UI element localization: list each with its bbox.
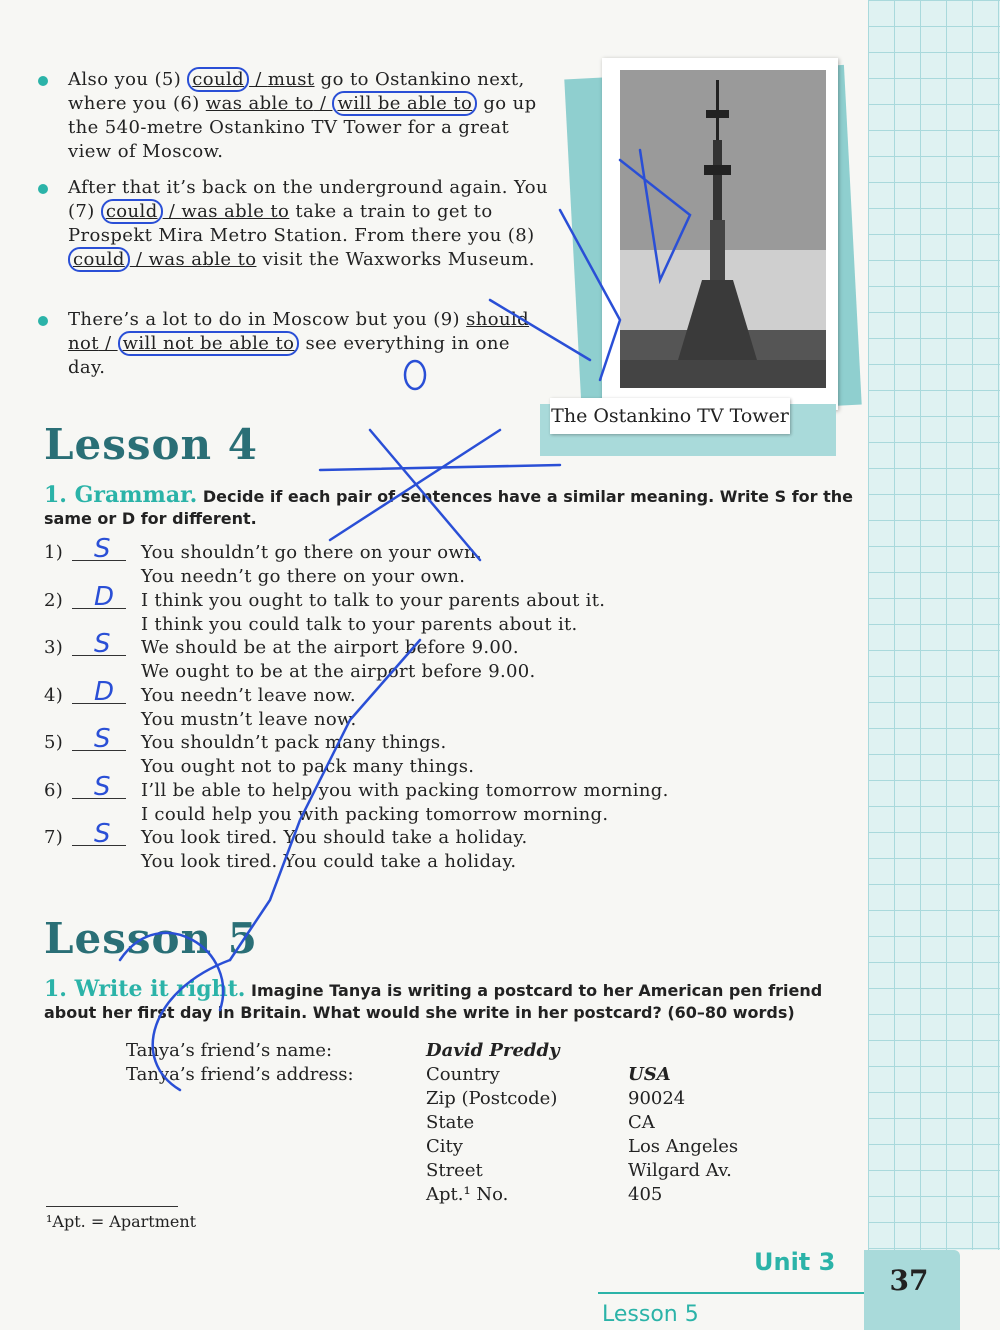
- exercise-number: 1): [44, 542, 64, 563]
- answer-handwritten: S: [94, 629, 111, 659]
- bullet-dot-icon: [38, 184, 48, 194]
- footnote: ¹Apt. = Apartment: [46, 1212, 197, 1231]
- address-field-value: 90024: [628, 1088, 686, 1109]
- exercise-number: 3): [44, 637, 64, 658]
- answer-handwritten: S: [94, 534, 111, 564]
- bullet-text: [68, 308, 550, 380]
- bullet-fragment: will be able to: [332, 91, 477, 116]
- answer-handwritten: D: [94, 676, 115, 707]
- sentence-first: I’ll be able to help you with packing tomorrow morning.: [141, 779, 669, 801]
- tower-illustration: [620, 70, 826, 388]
- unit-label: Unit 3: [754, 1248, 836, 1276]
- exercise-number: 7): [44, 827, 64, 848]
- bullet-fragment: must: [267, 69, 315, 90]
- footnote-divider: [46, 1206, 178, 1207]
- address-field-value: Los Angeles: [628, 1136, 739, 1157]
- address-field-label: City: [426, 1136, 463, 1157]
- bullet-fragment: /: [313, 93, 333, 114]
- sentence-first: I think you ought to talk to your parents about it.: [141, 589, 606, 611]
- bullet-fragment: could: [187, 67, 249, 92]
- bullet-fragment: /: [249, 69, 268, 90]
- address-field-label: Apt.¹ No.: [426, 1184, 509, 1205]
- lesson-label: Lesson 5: [602, 1302, 699, 1327]
- grid-margin-strip: [868, 0, 1000, 1250]
- bullet-fragment: go to Ostankino next, where you (6): [68, 69, 525, 114]
- bullet-fragment: could: [68, 247, 130, 272]
- sentence-second: You ought not to pack many things.: [141, 756, 475, 777]
- lesson5-heading: Lesson 5: [44, 914, 258, 963]
- lesson4-heading: Lesson 4: [44, 420, 258, 469]
- lesson5-task-text: Imagine Tanya is writing a postcard to her American pen friend about her first day in Britain. What would she write in her postcard? (60–80 words): [44, 981, 823, 1022]
- address-field-value: Wilgard Av.: [628, 1160, 732, 1181]
- bullet-fragment: will not be able to: [118, 331, 300, 356]
- answer-handwritten: D: [94, 581, 115, 612]
- address-field-value: USA: [628, 1064, 671, 1085]
- exercise-number: 4): [44, 684, 64, 706]
- bullet-dot-icon: [38, 316, 48, 326]
- page-number: 37: [889, 1264, 929, 1297]
- bullet-fragment: could: [101, 199, 163, 224]
- name-label: Tanya’s friend’s name:: [126, 1040, 333, 1061]
- tower-photo: [620, 70, 826, 388]
- address-field-label: Zip (Postcode): [426, 1088, 558, 1109]
- answer-handwritten: S: [94, 724, 111, 754]
- bullet-fragment: was able to: [181, 201, 290, 222]
- address-field-value: CA: [628, 1112, 655, 1133]
- footer-divider: [598, 1292, 864, 1294]
- sentence-second: You needn’t go there on your own.: [141, 566, 466, 587]
- bullet-item: [40, 176, 550, 272]
- sentence-first: You shouldn’t go there on your own.: [141, 542, 482, 563]
- bullet-fragment: /: [162, 201, 182, 222]
- address-field-value: 405: [628, 1184, 663, 1205]
- exercise-number: 2): [44, 589, 64, 611]
- bullet-text: [68, 176, 550, 272]
- bullet-fragment: /: [98, 333, 118, 354]
- sentence-second: I think you could talk to your parents about it.: [141, 613, 578, 635]
- sentence-second: We ought to be at the airport before 9.00.: [141, 661, 536, 682]
- bullet-fragment: should not: [68, 309, 530, 354]
- address-field-label: State: [426, 1112, 475, 1133]
- photo-frame: [602, 58, 838, 410]
- address-field-label: Country: [426, 1064, 500, 1085]
- sentence-second: You mustn’t leave now.: [141, 708, 357, 730]
- bullet-item: [40, 308, 550, 380]
- bullet-fragment: There’s a lot to do in Moscow but you (9): [68, 309, 467, 330]
- bullet-dot-icon: [38, 76, 48, 86]
- sentence-second: You look tired. You could take a holiday.: [141, 851, 517, 872]
- lesson4-task-title: 1. Grammar.: [44, 482, 198, 508]
- bullet-fragment: go up the 540-metre Ostankino TV Tower for a great view of Moscow.: [68, 93, 537, 162]
- sentence-second: I could help you with packing tomorrow morning.: [141, 803, 609, 825]
- sentence-first: We should be at the airport before 9.00.: [141, 637, 519, 658]
- bullet-fragment: /: [129, 249, 149, 270]
- exercise-number: 6): [44, 779, 64, 801]
- photo-caption: The Ostankino TV Tower: [550, 398, 790, 434]
- bullet-fragment: take a train to get to Prospekt Mira Metro Station. From there you (8): [68, 201, 535, 246]
- address-label: Tanya’s friend’s address:: [126, 1064, 354, 1085]
- bullet-fragment: see everything in one day.: [68, 333, 510, 378]
- address-field-label: Street: [426, 1160, 483, 1181]
- bullet-fragment: was able to: [205, 93, 314, 114]
- lesson5-task-title: 1. Write it right.: [44, 976, 246, 1002]
- sentence-first: You shouldn’t pack many things.: [141, 732, 447, 753]
- lesson4-task: [44, 484, 864, 530]
- bullet-item: [40, 68, 550, 164]
- sentence-first: You look tired. You should take a holiday.: [141, 827, 528, 848]
- sentence-first: You needn’t leave now.: [141, 684, 356, 706]
- answer-handwritten: S: [94, 819, 111, 849]
- bullet-fragment: visit the Waxworks Museum.: [256, 249, 535, 270]
- bullet-fragment: After that it’s back on the underground again. You (7): [68, 177, 548, 222]
- name-value: David Preddy: [426, 1040, 560, 1061]
- bullet-text: [68, 68, 550, 164]
- answer-handwritten: S: [94, 771, 111, 802]
- bullet-fragment: Also you (5): [68, 69, 188, 90]
- bullet-fragment: was able to: [148, 249, 257, 270]
- lesson4-task-text: Decide if each pair of sentences have a similar meaning. Write S for the same or D for different.: [44, 487, 853, 528]
- lesson5-task: [44, 978, 864, 1024]
- exercise-number: 5): [44, 732, 64, 753]
